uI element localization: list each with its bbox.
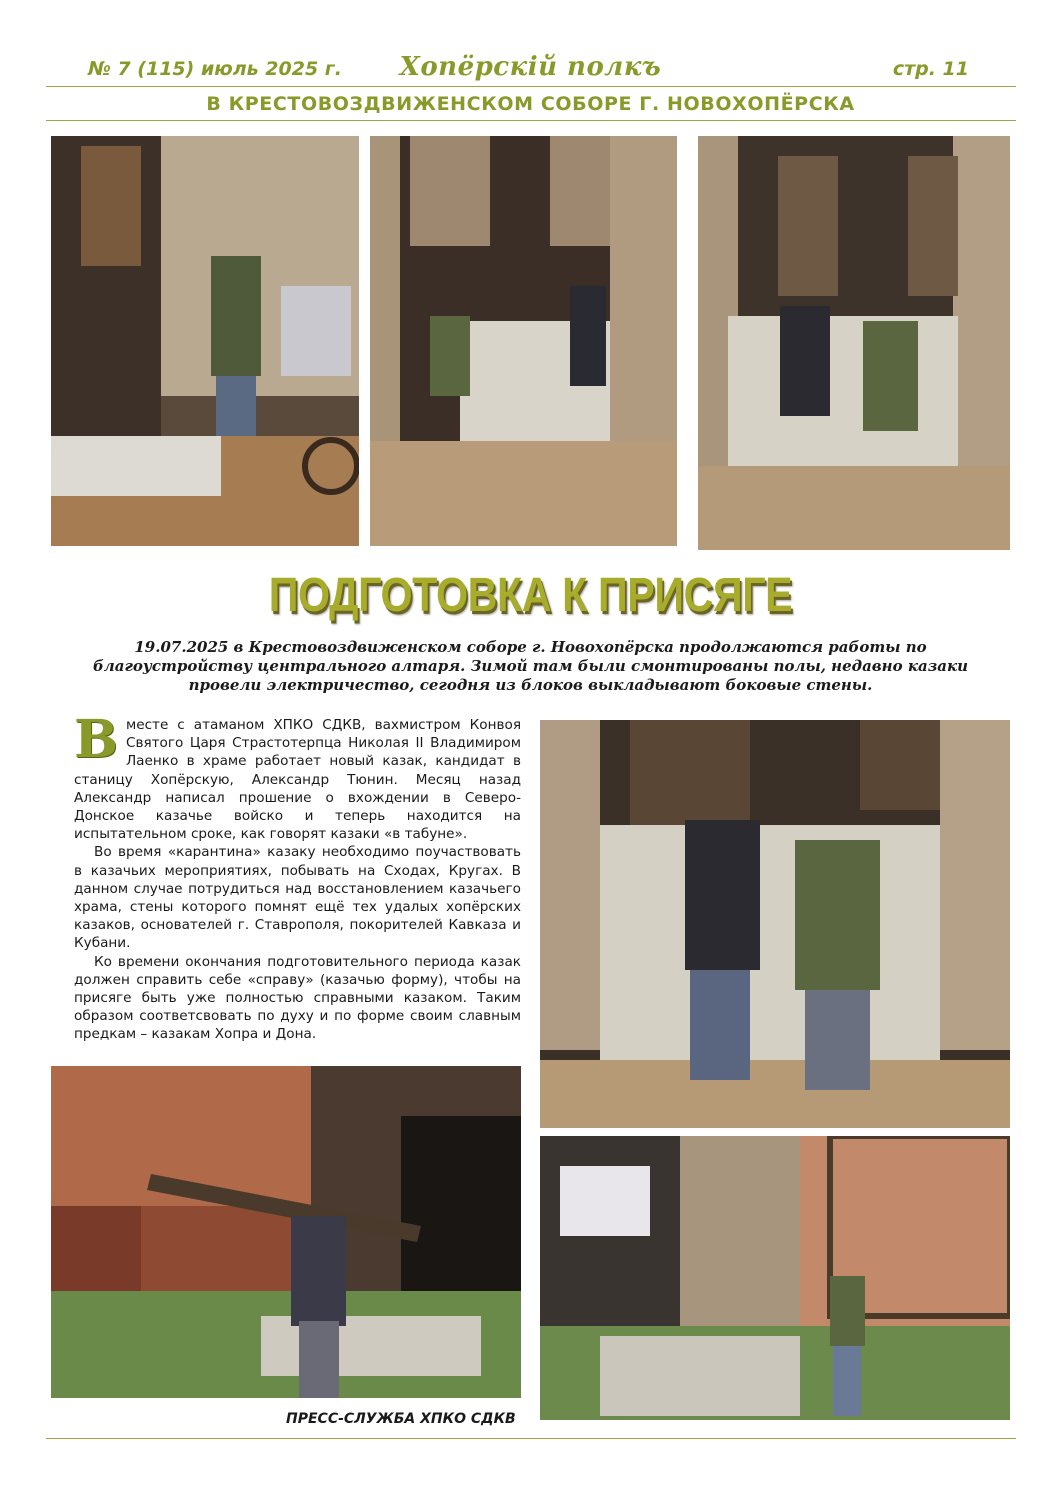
lead-paragraph: 19.07.2025 в Крестовоздвиженском соборе г. Новохопёрска продолжаются работы по благоустройству центрального алтаря. Зимой там были смонтированы полы, недавно казаки провели электричество, сегодня из блоков выкладывают боковые стены. xyxy=(92,638,969,694)
issue-number: № 7 (115) июль 2025 г. xyxy=(88,58,342,80)
article-paragraph-2: Во время «карантина» казаку необходимо поучаствовать в казачьих мероприятиях, побывать на Сходах, Кругах. В данном случае потрудиться над восстановлением казачьего храма, стены которого помнят ещё тех удалых хопёрских казаков, основателей г. Ставрополя, покорителей Кавказа и Кубани. xyxy=(74,844,521,952)
photo-man-at-doorway xyxy=(540,1136,1010,1420)
photo-man-carrying-beam xyxy=(51,1066,521,1398)
header-rule-top xyxy=(46,86,1016,87)
headline: ПОДГОТОВКА К ПРИСЯГЕ xyxy=(268,569,793,622)
photo-two-men-laying-blocks xyxy=(370,136,677,546)
masthead xyxy=(0,52,1061,86)
photo-two-men-large xyxy=(540,720,1010,1128)
article-body xyxy=(74,709,521,1044)
header-rule-bottom xyxy=(46,120,1016,121)
section-title: В КРЕСТОВОЗДВИЖЕНСКОМ СОБОРЕ Г. НОВОХОПЁРСКА xyxy=(206,93,855,115)
article-paragraph-1: Вместе с атаманом ХПКО СДКВ, вахмистром Конвоя Святого Царя Страстотерпца Николая II Владимиром Лаенко в храме работает новый казак, кандидат в станицу Хопёрскую, Александр Тюнин. Месяц назад Александр написал прошение о вхождении в Северо-Донское казачье войско и теперь находится на испытательном сроке, как говорят казаки «в табуне». xyxy=(74,709,521,843)
dropcap: В xyxy=(74,709,118,770)
photo-credit: ПРЕСС-СЛУЖБА ХПКО СДКВ xyxy=(286,1411,516,1427)
photo-interior-man-carrying-block xyxy=(51,136,359,546)
photo-two-men-standing-wall xyxy=(698,136,1010,550)
article-paragraph-3: Ко времени окончания подготовительного периода казак должен справить себе «справу» (казачью форму), чтобы на присяге быть уже полностью справными казаком. Таким образом соответсвовать по духу и по форме своим славным предкам – казакам Хопра и Дона. xyxy=(74,953,521,1043)
footer-rule xyxy=(46,1438,1016,1439)
newspaper-title: Хопёрскій полкъ xyxy=(399,52,662,82)
page-number: стр. 11 xyxy=(892,58,969,80)
